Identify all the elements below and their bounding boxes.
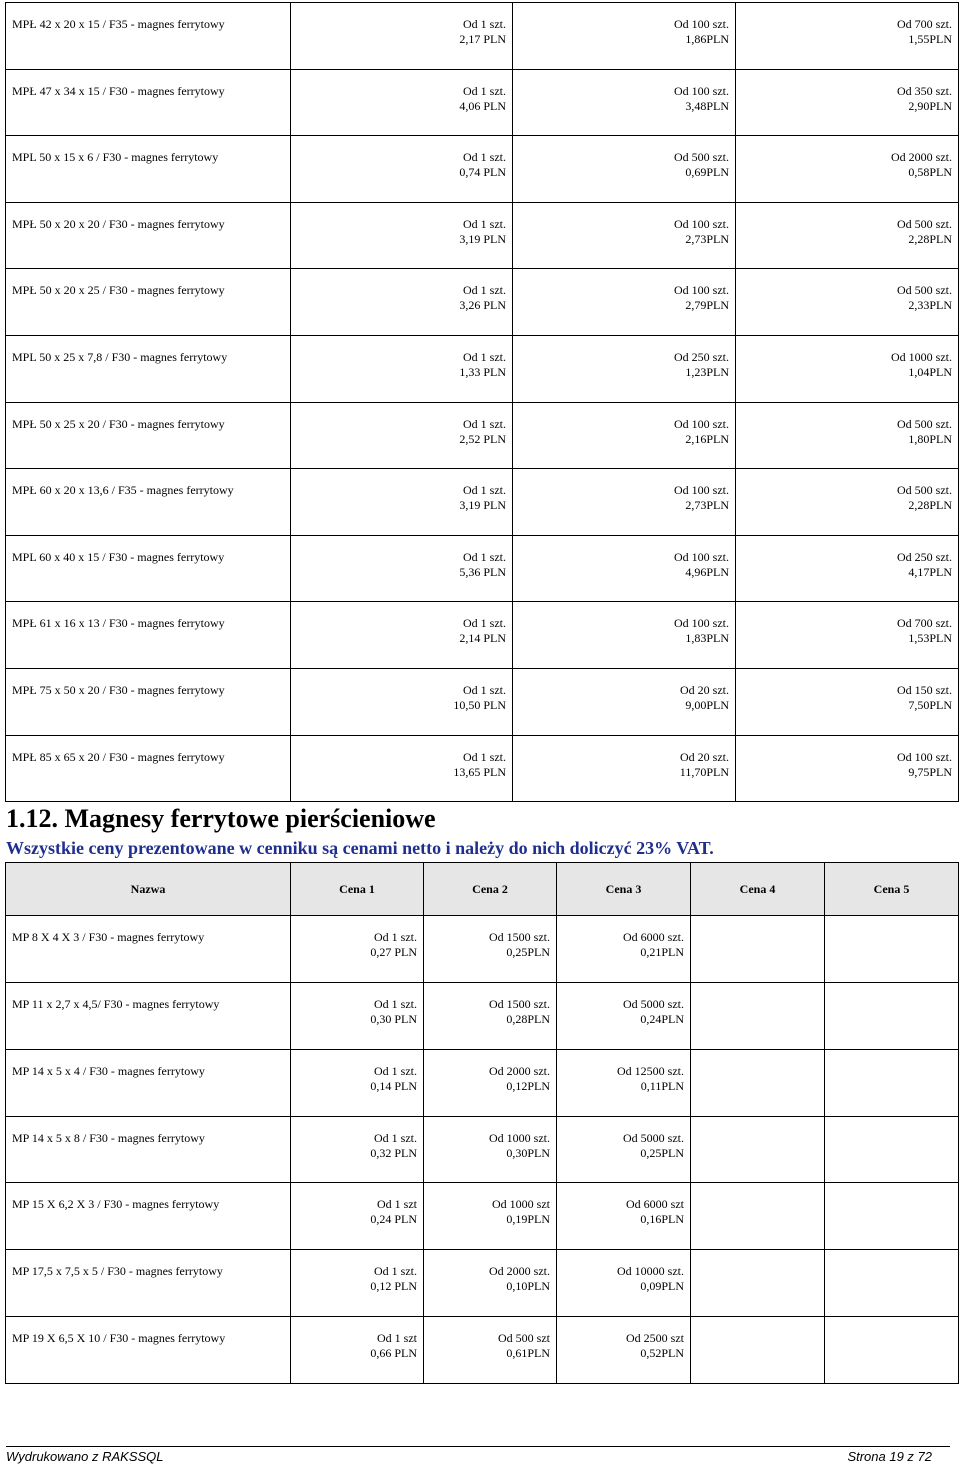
min-quantity: Od 10000 szt. — [617, 1264, 684, 1279]
min-quantity: Od 5000 szt. — [623, 1130, 684, 1145]
table-row — [6, 1049, 959, 1116]
price-tier-5-empty — [825, 1317, 959, 1384]
ring-magnets-table-body — [6, 916, 959, 1384]
price-tier-2 — [513, 602, 736, 669]
price-tier-3 — [557, 1317, 691, 1384]
unit-price: 0,12PLN — [506, 1078, 550, 1093]
price-tier-1 — [291, 469, 513, 536]
unit-price: 9,00PLN — [685, 697, 729, 712]
min-quantity: Od 1 szt. — [463, 283, 506, 298]
price-tier-5-empty — [825, 982, 959, 1049]
min-quantity: Od 6000 szt. — [623, 930, 684, 944]
price-tier-5-empty — [825, 1049, 959, 1116]
unit-price: 3,48PLN — [685, 98, 729, 113]
table-row — [6, 1250, 959, 1317]
ring-magnets-price-table — [5, 862, 959, 1384]
min-quantity: Od 100 szt. — [674, 616, 729, 631]
table-row — [6, 668, 959, 735]
product-name: MPŁ 50 x 20 x 25 / F30 - magnes ferrytowy — [6, 269, 291, 336]
price-tier-4-empty — [691, 982, 825, 1049]
vat-note: Wszystkie ceny prezentowane w cenniku są cenami netto i należy do nich doliczyć 23% VAT. — [6, 838, 714, 858]
price-tier-2 — [424, 1116, 557, 1183]
price-tier-1 — [291, 735, 513, 802]
product-name: MPŁ 60 x 20 x 13,6 / F35 - magnes ferrytowy — [6, 469, 291, 536]
price-tier-2 — [513, 735, 736, 802]
unit-price: 0,12 PLN — [370, 1279, 417, 1294]
min-quantity: Od 500 szt. — [674, 150, 729, 165]
min-quantity: Od 700 szt. — [897, 616, 952, 631]
price-tier-1 — [291, 3, 513, 70]
table-header — [6, 863, 959, 916]
price-tier-2 — [513, 136, 736, 203]
product-name: MPŁ 61 x 16 x 13 / F30 - magnes ferrytowy — [6, 602, 291, 669]
unit-price: 0,66 PLN — [370, 1346, 417, 1361]
unit-price: 0,27 PLN — [370, 945, 417, 959]
min-quantity: Od 500 szt. — [897, 216, 952, 231]
table-row — [6, 69, 959, 136]
min-quantity: Od 1 szt. — [463, 549, 506, 564]
price-tier-2 — [513, 469, 736, 536]
product-name: MPŁ 50 x 25 x 20 / F30 - magnes ferrytowy — [6, 402, 291, 469]
table-row — [6, 535, 959, 602]
price-tier-3 — [736, 402, 959, 469]
price-tier-4-empty — [691, 1250, 825, 1317]
unit-price: 4,17PLN — [908, 564, 952, 579]
price-tier-5-empty — [825, 1183, 959, 1250]
header-cena-1: Cena 1 — [291, 863, 424, 916]
price-tier-1 — [291, 136, 513, 203]
unit-price: 13,65 PLN — [453, 764, 506, 779]
price-tier-1 — [291, 69, 513, 136]
price-table-body — [6, 3, 959, 802]
unit-price: 1,83PLN — [685, 631, 729, 646]
min-quantity: Od 700 szt. — [897, 17, 952, 31]
unit-price: 2,73PLN — [685, 231, 729, 246]
price-tier-3 — [557, 1250, 691, 1317]
product-name: MP 8 X 4 X 3 / F30 - magnes ferrytowy — [6, 916, 291, 983]
table-row — [6, 335, 959, 402]
price-tier-1 — [291, 602, 513, 669]
min-quantity: Od 100 szt. — [674, 17, 729, 31]
unit-price: 0,11PLN — [640, 1078, 684, 1093]
price-tier-2 — [513, 3, 736, 70]
price-tier-1 — [291, 335, 513, 402]
product-name: MPŁ 42 x 20 x 15 / F35 - magnes ferrytowy — [6, 3, 291, 70]
price-tier-2 — [424, 1049, 557, 1116]
min-quantity: Od 6000 szt — [626, 1197, 684, 1212]
price-tier-2 — [424, 982, 557, 1049]
table-row — [6, 982, 959, 1049]
price-tier-3 — [736, 136, 959, 203]
unit-price: 11,70PLN — [679, 764, 729, 779]
min-quantity: Od 2000 szt. — [489, 1063, 550, 1078]
unit-price: 0,69PLN — [685, 165, 729, 180]
price-tier-4-empty — [691, 1317, 825, 1384]
min-quantity: Od 1500 szt. — [489, 930, 550, 944]
min-quantity: Od 1000 szt. — [891, 349, 952, 364]
table-row — [6, 269, 959, 336]
price-tier-1 — [291, 1116, 424, 1183]
min-quantity: Od 1 szt. — [463, 616, 506, 631]
header-cena-4: Cena 4 — [691, 863, 825, 916]
section-title: 1.12. Magnesy ferrytowe pierścieniowe — [6, 804, 436, 833]
price-tier-3 — [736, 202, 959, 269]
min-quantity: Od 1 szt. — [374, 930, 417, 944]
price-tier-1 — [291, 1183, 424, 1250]
table-row — [6, 3, 959, 70]
price-tier-2 — [424, 1250, 557, 1317]
footer-printed-by: Wydrukowano z RAKSSQL — [6, 1449, 164, 1464]
min-quantity: Od 250 szt. — [674, 349, 729, 364]
unit-price: 3,19 PLN — [459, 498, 506, 513]
min-quantity: Od 1 szt. — [374, 996, 417, 1011]
min-quantity: Od 350 szt. — [897, 83, 952, 98]
price-tier-2 — [424, 1183, 557, 1250]
price-tier-1 — [291, 1250, 424, 1317]
price-tier-4-empty — [691, 916, 825, 983]
min-quantity: Od 100 szt. — [897, 749, 952, 764]
min-quantity: Od 150 szt. — [897, 682, 952, 697]
unit-price: 0,09PLN — [640, 1279, 684, 1294]
price-table-continued — [5, 2, 959, 802]
unit-price: 2,33PLN — [908, 298, 952, 313]
header-name: Nazwa — [6, 863, 291, 916]
price-tier-1 — [291, 982, 424, 1049]
min-quantity: Od 1 szt. — [374, 1264, 417, 1279]
min-quantity: Od 500 szt. — [897, 283, 952, 298]
min-quantity: Od 100 szt. — [674, 549, 729, 564]
product-name: MPŁ 50 x 20 x 20 / F30 - magnes ferrytowy — [6, 202, 291, 269]
price-tier-3 — [736, 469, 959, 536]
min-quantity: Od 500 szt — [498, 1331, 550, 1346]
header-cena-5: Cena 5 — [825, 863, 959, 916]
min-quantity: Od 500 szt. — [897, 483, 952, 498]
unit-price: 1,86PLN — [685, 32, 729, 46]
footer-page-number: Strona 19 z 72 — [847, 1449, 932, 1464]
min-quantity: Od 1 szt. — [374, 1063, 417, 1078]
price-tier-4-empty — [691, 1116, 825, 1183]
min-quantity: Od 250 szt. — [897, 549, 952, 564]
product-name: MPL 60 x 40 x 15 / F30 - magnes ferrytowy — [6, 535, 291, 602]
price-tier-5-empty — [825, 1250, 959, 1317]
price-tier-3 — [557, 1183, 691, 1250]
product-name: MP 14 x 5 x 8 / F30 - magnes ferrytowy — [6, 1116, 291, 1183]
min-quantity: Od 100 szt. — [674, 483, 729, 498]
min-quantity: Od 100 szt. — [674, 283, 729, 298]
product-name: MPL 50 x 25 x 7,8 / F30 - magnes ferrytowy — [6, 335, 291, 402]
price-tier-2 — [513, 202, 736, 269]
unit-price: 0,74 PLN — [459, 165, 506, 180]
min-quantity: Od 1000 szt. — [489, 1130, 550, 1145]
unit-price: 9,75PLN — [908, 764, 952, 779]
min-quantity: Od 1 szt. — [463, 483, 506, 498]
price-tier-3 — [736, 535, 959, 602]
unit-price: 1,04PLN — [908, 364, 952, 379]
min-quantity: Od 1 szt. — [463, 150, 506, 165]
unit-price: 0,24 PLN — [370, 1212, 417, 1227]
price-tier-2 — [513, 402, 736, 469]
price-tier-2 — [513, 69, 736, 136]
product-name: MP 14 x 5 x 4 / F30 - magnes ferrytowy — [6, 1049, 291, 1116]
unit-price: 1,33 PLN — [459, 364, 506, 379]
unit-price: 0,32 PLN — [370, 1145, 417, 1160]
price-tier-1 — [291, 1317, 424, 1384]
min-quantity: Od 1 szt — [377, 1197, 417, 1212]
unit-price: 2,28PLN — [908, 231, 952, 246]
price-tier-3 — [557, 1049, 691, 1116]
min-quantity: Od 100 szt. — [674, 416, 729, 431]
unit-price: 2,28PLN — [908, 498, 952, 513]
table-row — [6, 1116, 959, 1183]
unit-price: 0,58PLN — [908, 165, 952, 180]
unit-price: 2,79PLN — [685, 298, 729, 313]
price-tier-1 — [291, 1049, 424, 1116]
unit-price: 1,55PLN — [908, 32, 952, 46]
unit-price: 0,61PLN — [506, 1346, 550, 1361]
min-quantity: Od 1 szt. — [463, 682, 506, 697]
price-tier-1 — [291, 535, 513, 602]
price-tier-5-empty — [825, 1116, 959, 1183]
price-tier-1 — [291, 668, 513, 735]
table-row — [6, 402, 959, 469]
price-tier-3 — [736, 735, 959, 802]
min-quantity: Od 1 szt — [377, 1331, 417, 1346]
price-tier-1 — [291, 916, 424, 983]
price-tier-2 — [513, 668, 736, 735]
price-tier-2 — [424, 1317, 557, 1384]
table-row — [6, 202, 959, 269]
min-quantity: Od 1500 szt. — [489, 996, 550, 1011]
product-name: MP 17,5 x 7,5 x 5 / F30 - magnes ferrytowy — [6, 1250, 291, 1317]
min-quantity: Od 2000 szt. — [489, 1264, 550, 1279]
unit-price: 5,36 PLN — [459, 564, 506, 579]
min-quantity: Od 1000 szt — [492, 1197, 550, 1212]
unit-price: 1,53PLN — [908, 631, 952, 646]
min-quantity: Od 5000 szt. — [623, 996, 684, 1011]
unit-price: 0,52PLN — [640, 1346, 684, 1361]
header-cena-2: Cena 2 — [424, 863, 557, 916]
unit-price: 0,30 PLN — [370, 1011, 417, 1026]
unit-price: 0,21PLN — [640, 945, 684, 959]
price-tier-3 — [736, 602, 959, 669]
price-tier-3 — [557, 982, 691, 1049]
min-quantity: Od 1 szt. — [463, 216, 506, 231]
table-row — [6, 1183, 959, 1250]
price-tier-2 — [513, 269, 736, 336]
unit-price: 2,52 PLN — [459, 431, 506, 446]
price-tier-3 — [736, 69, 959, 136]
price-tier-4-empty — [691, 1183, 825, 1250]
min-quantity: Od 500 szt. — [897, 416, 952, 431]
price-tier-3 — [736, 335, 959, 402]
product-name: MPŁ 47 x 34 x 15 / F30 - magnes ferrytowy — [6, 69, 291, 136]
table-row — [6, 602, 959, 669]
min-quantity: Od 1 szt. — [463, 749, 506, 764]
header-cena-3: Cena 3 — [557, 863, 691, 916]
price-tier-3 — [557, 1116, 691, 1183]
table-row — [6, 136, 959, 203]
product-name: MP 15 X 6,2 X 3 / F30 - magnes ferrytowy — [6, 1183, 291, 1250]
unit-price: 0,25PLN — [640, 1145, 684, 1160]
price-tier-3 — [736, 269, 959, 336]
price-tier-1 — [291, 269, 513, 336]
unit-price: 2,16PLN — [685, 431, 729, 446]
table-row — [6, 916, 959, 983]
price-tier-3 — [557, 916, 691, 983]
min-quantity: Od 20 szt. — [680, 749, 729, 764]
min-quantity: Od 100 szt. — [674, 83, 729, 98]
unit-price: 0,10PLN — [506, 1279, 550, 1294]
unit-price: 1,23PLN — [685, 364, 729, 379]
price-tier-1 — [291, 202, 513, 269]
min-quantity: Od 1 szt. — [463, 349, 506, 364]
min-quantity: Od 2000 szt. — [891, 150, 952, 165]
price-tier-3 — [736, 668, 959, 735]
table-row — [6, 735, 959, 802]
unit-price: 0,28PLN — [506, 1011, 550, 1026]
min-quantity: Od 2500 szt — [626, 1331, 684, 1346]
unit-price: 2,73PLN — [685, 498, 729, 513]
unit-price: 0,14 PLN — [370, 1078, 417, 1093]
unit-price: 4,06 PLN — [459, 98, 506, 113]
price-tier-1 — [291, 402, 513, 469]
unit-price: 0,30PLN — [506, 1145, 550, 1160]
min-quantity: Od 1 szt. — [374, 1130, 417, 1145]
unit-price: 2,14 PLN — [459, 631, 506, 646]
unit-price: 3,19 PLN — [459, 231, 506, 246]
price-tier-2 — [513, 535, 736, 602]
unit-price: 0,16PLN — [640, 1212, 684, 1227]
unit-price: 1,80PLN — [908, 431, 952, 446]
unit-price: 0,25PLN — [506, 945, 550, 959]
unit-price: 3,26 PLN — [459, 298, 506, 313]
price-tier-4-empty — [691, 1049, 825, 1116]
unit-price: 0,19PLN — [506, 1212, 550, 1227]
unit-price: 4,96PLN — [685, 564, 729, 579]
product-name: MPŁ 85 x 65 x 20 / F30 - magnes ferrytowy — [6, 735, 291, 802]
product-name: MP 11 x 2,7 x 4,5/ F30 - magnes ferrytowy — [6, 982, 291, 1049]
product-name: MP 19 X 6,5 X 10 / F30 - magnes ferrytowy — [6, 1317, 291, 1384]
unit-price: 2,90PLN — [908, 98, 952, 113]
product-name: MPL 50 x 15 x 6 / F30 - magnes ferrytowy — [6, 136, 291, 203]
min-quantity: Od 100 szt. — [674, 216, 729, 231]
table-row — [6, 1317, 959, 1384]
footer-divider — [6, 1446, 950, 1447]
unit-price: 7,50PLN — [908, 697, 952, 712]
min-quantity: Od 1 szt. — [463, 416, 506, 431]
min-quantity: Od 1 szt. — [463, 83, 506, 98]
min-quantity: Od 12500 szt. — [617, 1063, 684, 1078]
table-row — [6, 469, 959, 536]
min-quantity: Od 1 szt. — [463, 17, 506, 31]
product-name: MPŁ 75 x 50 x 20 / F30 - magnes ferrytowy — [6, 668, 291, 735]
price-tier-5-empty — [825, 916, 959, 983]
unit-price: 2,17 PLN — [459, 32, 506, 46]
price-tier-2 — [513, 335, 736, 402]
price-tier-2 — [424, 916, 557, 983]
price-tier-3 — [736, 3, 959, 70]
unit-price: 10,50 PLN — [453, 697, 506, 712]
unit-price: 0,24PLN — [640, 1011, 684, 1026]
min-quantity: Od 20 szt. — [680, 682, 729, 697]
